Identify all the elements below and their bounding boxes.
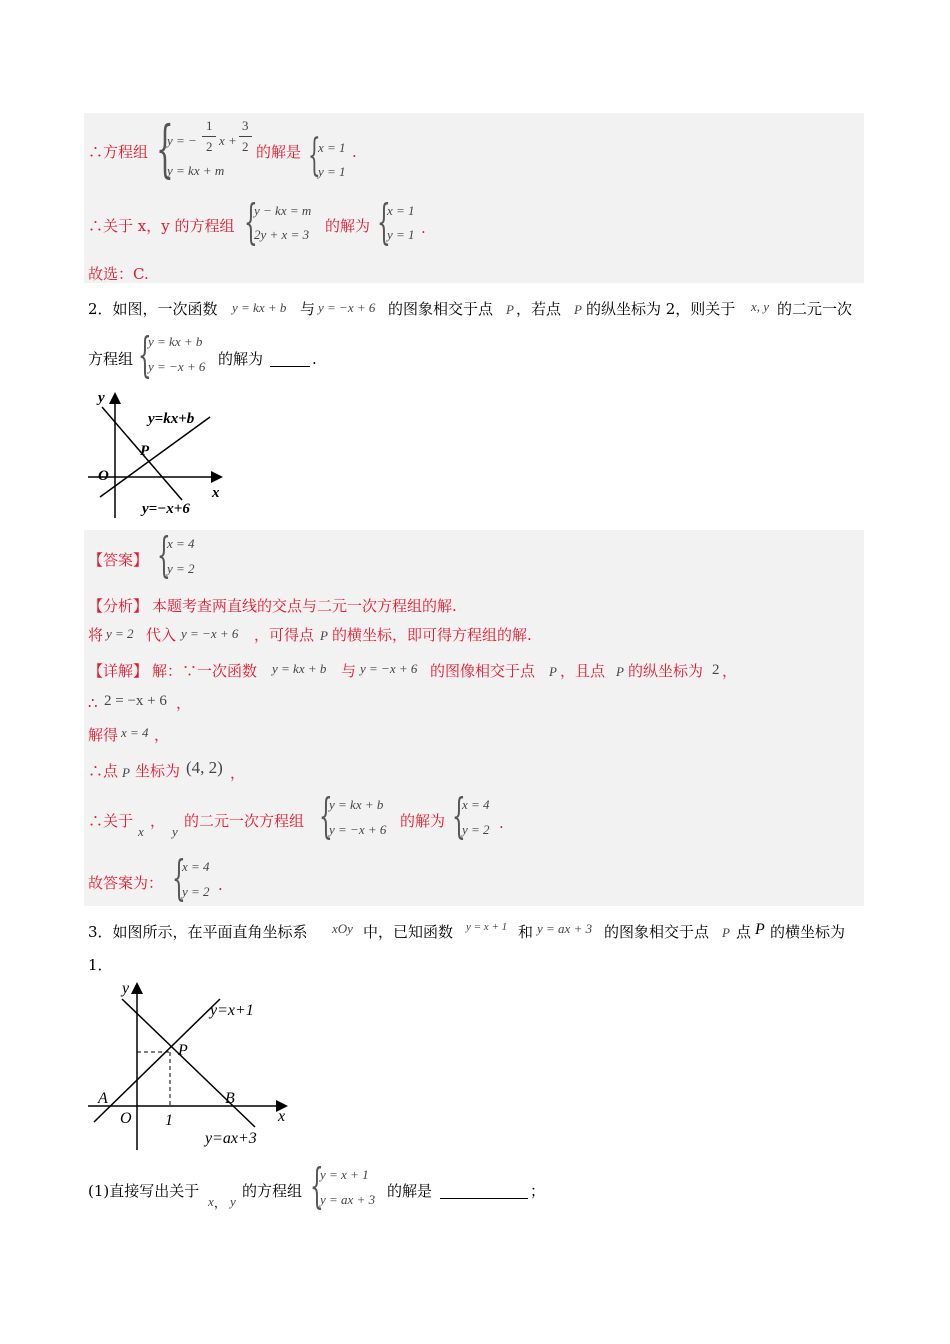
q3-p2: 中，已知函数	[363, 923, 454, 941]
sys1-mid: x +	[219, 133, 237, 148]
q3-f3: y = ax + 3	[537, 921, 593, 936]
q3-fig-line2-label: y=ax+3	[205, 1130, 257, 1147]
ans2-d-val: 2	[712, 662, 720, 678]
block1-line2-prefix: ∴关于 x，y 的方程组	[88, 217, 235, 235]
q2-sys-eq2: y = −x + 6	[148, 359, 206, 374]
ans2-l5-mid2: 的解为	[400, 812, 446, 830]
block1-line1-prefix: ∴方程组	[88, 143, 149, 161]
ans2-l5-sys1: y = kx + b	[329, 797, 384, 812]
q3-fig-p-label: P	[178, 1042, 188, 1059]
solution-block-1	[84, 113, 864, 283]
q2-fig-line2-label: y=−x+6	[142, 501, 190, 517]
q3-p5: 点	[736, 923, 752, 941]
brace-icon: {	[310, 1158, 324, 1214]
q3-fig-b-label: B	[225, 1090, 235, 1107]
q3-sub1-p1: (1)直接写出关于	[88, 1182, 200, 1200]
ans2-answer-tag: 【答案】	[88, 551, 149, 569]
ans2-l5-y: y	[172, 824, 178, 839]
ans2-a2-p1: 将	[88, 626, 104, 644]
brace-icon: {	[319, 788, 333, 844]
ans2-l5-x: x	[138, 824, 144, 839]
q3-sub1-x: x	[208, 1194, 214, 1209]
q2-fig-p-label: P	[140, 443, 150, 459]
ans2-l3-f: x = 4	[121, 725, 149, 740]
ans2-analysis-tag: 【分析】	[88, 597, 149, 615]
ans2-d-f2: y = −x + 6	[360, 661, 418, 676]
q2-fig-y-label: y	[98, 390, 105, 406]
ans2-a2-p4: 的横坐标，即可得方程组的解.	[332, 626, 532, 644]
ans2-l4: ∴点	[88, 762, 119, 780]
q2-p2: 与	[300, 300, 316, 318]
ans2-d-p3: 的图像相交于点	[430, 662, 536, 680]
q2-fig-x-label: x	[212, 485, 220, 501]
q2-p3: 的图象相交于点	[388, 300, 494, 318]
ans2-a2-f2: y = −x + 6	[181, 626, 239, 641]
sol2-eq1: x = 1	[387, 203, 415, 218]
q2-sys-eq1: y = kx + b	[148, 334, 203, 349]
ans2-l4-mid: 坐标为	[135, 762, 181, 780]
ans2-l5-end: .	[499, 814, 504, 832]
q2-pt: P	[574, 302, 582, 317]
ans2-a2-p2: 代入	[146, 626, 177, 644]
q2-p6: 的二元一次	[777, 300, 853, 318]
ans2-a2-f1: y = 2	[106, 626, 134, 641]
brace-icon: {	[377, 194, 391, 250]
ans2-detail-tag: 【详解】	[88, 662, 149, 680]
ans2-d-p4: ，且点	[560, 662, 606, 680]
block1-line2-end: .	[421, 219, 426, 237]
ans2-l6-end: .	[218, 876, 223, 894]
q2-p7: 方程组	[88, 350, 134, 368]
q2-f2: y = −x + 6	[318, 300, 376, 315]
q3-sub1-p2: 的方程组	[242, 1182, 303, 1200]
sys2-eq2: 2y + x = 3	[254, 227, 310, 242]
q2-end: .	[312, 350, 317, 368]
sys1-frac1-den: 2	[206, 139, 213, 154]
q3-sub1-y: y	[230, 1194, 236, 1209]
ans2-l5-sys2: y = −x + 6	[329, 822, 387, 837]
ans2-d-p6: ，	[722, 662, 738, 680]
q3-figure	[80, 975, 300, 1153]
q3-line-x-1	[94, 999, 220, 1122]
ans2-l6-sol2: y = 2	[182, 884, 210, 899]
q2-p8: 的解为	[218, 350, 264, 368]
solution-block-2	[84, 527, 864, 906]
q3-pt: P	[722, 925, 730, 940]
brace-icon: {	[452, 788, 466, 844]
block1-line1-mid: 的解是	[256, 143, 302, 161]
q3-p7: 1．	[88, 956, 113, 974]
q3-sub1-comma: ，	[214, 1196, 227, 1210]
q3-fig-one-label: 1	[165, 1112, 173, 1129]
q3-sub1-answer-blank[interactable]	[440, 1182, 528, 1199]
ans2-l4-end: ，	[230, 764, 246, 782]
ans2-l5-sol1: x = 4	[462, 797, 490, 812]
sys1-eq2: y = kx + m	[167, 163, 225, 178]
q2-line-kx-b	[100, 417, 210, 497]
ans2-eq1: x = 4	[167, 536, 195, 551]
ans2-a2-p3: ，可得点	[254, 626, 315, 644]
brace-icon: {	[156, 112, 174, 185]
q2-vars: x, y	[751, 299, 770, 314]
q2-f1: y = kx + b	[232, 300, 287, 315]
ans2-l3: 解得	[88, 726, 119, 744]
q2-answer-blank[interactable]	[270, 350, 310, 367]
ans2-l5-mid: 的二元一次方程组	[184, 812, 305, 830]
q3-f1: xOy	[332, 921, 353, 936]
ans2-l2: ∴	[88, 694, 98, 712]
q3-sub1-end: ；	[530, 1182, 546, 1200]
q3-fig-x-label: x	[278, 1108, 286, 1125]
ans2-eq2: y = 2	[167, 561, 195, 576]
fraction-bar	[202, 136, 216, 137]
ans2-d-p1: 解：∵一次函数	[152, 662, 258, 680]
brace-icon: {	[157, 527, 171, 583]
ans2-l3-end: ，	[154, 726, 170, 744]
q2-fig-o-label: O	[98, 468, 109, 484]
sys1-frac2-num: 3	[242, 118, 249, 133]
q3-fig-line1-label: y=x+1	[210, 1002, 254, 1019]
ans2-d-p2: 与	[341, 662, 357, 680]
q3-f2: y = x + 1	[466, 921, 508, 933]
q2-p5: 的纵坐标为 2，则关于	[586, 300, 736, 318]
block1-line2-mid: 的解为	[325, 217, 371, 235]
q3-p4: 的图象相交于点	[604, 923, 710, 941]
sys1-frac1-num: 1	[206, 118, 213, 133]
brace-icon: {	[308, 130, 321, 181]
q3-fig-a-label: A	[98, 1090, 108, 1107]
ans2-d-p5: 的纵坐标为	[628, 662, 704, 680]
ans2-d-pt: P	[549, 664, 557, 679]
q2-pt: P	[506, 302, 514, 317]
ans2-l4-pt: P	[122, 765, 130, 780]
q2-figure	[80, 385, 240, 525]
q2-p1: 2．如图，一次函数	[88, 300, 218, 318]
sol1-eq2: y = 1	[318, 164, 346, 179]
ans2-l6-sol1: x = 4	[182, 859, 210, 874]
brace-icon: {	[172, 850, 186, 906]
ans2-l4-coord: (4, 2)	[186, 758, 223, 777]
ans2-l5-comma: ，	[150, 812, 166, 830]
q3-sub1-eq2: y = ax + 3	[320, 1192, 376, 1207]
sys1-eq1: y = −	[167, 133, 197, 148]
ans2-l2-f: 2 = −x + 6	[104, 693, 167, 709]
q3-sub1-eq1: y = x + 1	[320, 1167, 369, 1182]
brace-icon: {	[244, 194, 258, 250]
fraction-bar	[239, 136, 252, 137]
q2-p4: ，若点	[516, 300, 562, 318]
block1-line1-end: .	[352, 143, 357, 161]
sol1-eq1: x = 1	[318, 140, 346, 155]
sol2-eq2: y = 1	[387, 227, 415, 242]
ans2-l5: ∴关于	[88, 812, 134, 830]
q3-fig-o-label: O	[120, 1110, 132, 1127]
q3-p1: 3．如图所示，在平面直角坐标系	[88, 923, 308, 941]
ans2-analysis-text: 本题考查两直线的交点与二元一次方程组的解.	[152, 597, 457, 615]
ans2-d-pt: P	[616, 664, 624, 679]
q3-p6: 的横坐标为	[770, 923, 846, 941]
q3-sub1-p3: 的解是	[387, 1182, 433, 1200]
ans2-d-f1: y = kx + b	[272, 661, 327, 676]
ans2-l2-end: ，	[176, 694, 192, 712]
brace-icon: {	[138, 327, 152, 383]
ans2-a2-pt: P	[320, 628, 328, 643]
ans2-l6: 故答案为：	[88, 874, 164, 892]
block1-line3: 故选：C.	[88, 265, 149, 283]
ans2-l5-sol2: y = 2	[462, 822, 490, 837]
sys1-frac2-den: 2	[242, 139, 249, 154]
q3-pt2: P	[755, 921, 765, 938]
q3-fig-y-label: y	[122, 980, 130, 997]
q2-fig-line1-label: y=kx+b	[148, 411, 195, 427]
sys2-eq1: y − kx = m	[254, 203, 312, 218]
q3-p3: 和	[518, 923, 534, 941]
